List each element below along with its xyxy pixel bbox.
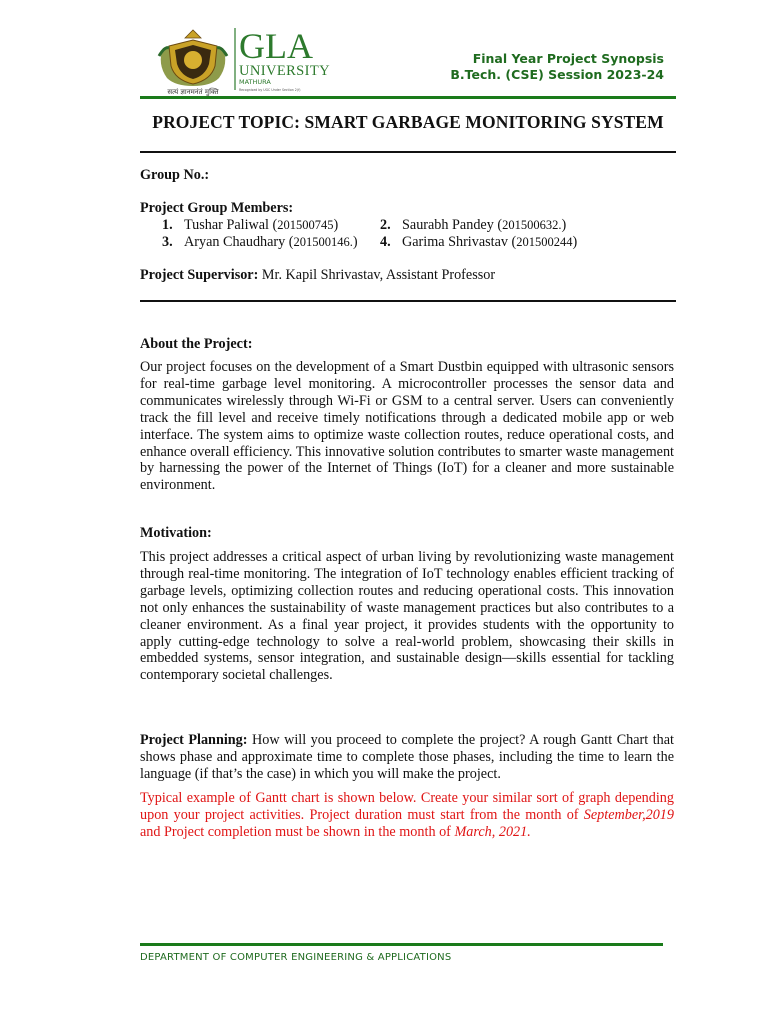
gla-university-logo [155, 26, 330, 98]
about-heading: About the Project: [140, 336, 253, 352]
members-label: Project Group Members: [140, 200, 294, 216]
member-item: 3. Aryan Chaudhary (201500146.) [162, 234, 358, 250]
logo-tagline: Recognised by UGC Under Section 2(f) [239, 88, 301, 92]
topic-divider [140, 151, 676, 153]
gantt-instruction: Typical example of Gantt chart is shown below. Create your similar sort of graph depending upon your project activities. Project duration must start from the month of September,2019 and Project completion must be shown in the month of March, 2021. [140, 790, 674, 840]
crest-icon [159, 30, 227, 86]
supervisor-label: Project Supervisor: [140, 267, 259, 283]
header-divider [140, 96, 676, 99]
document-header [450, 51, 664, 83]
planning-label: Project Planning: [140, 732, 248, 748]
member-item: 2. Saurabh Pandey (201500632.) [380, 217, 567, 233]
motivation-text: This project addresses a critical aspect of urban living by revolutionizing waste management through real-time monitoring. The integration of IoT technology enables efficient tracking of garbage levels, optimizing collection routes and reducing operational costs. This innovation not only enhances the sustainability of waste management practices but also contributes to a cleaner environment. As a final year project, it provides students with the opportunity to apply cutting-edge technology to solve a real-world problem, showcasing their skills in embedded systems, sensor integration, and sustainable design—skills essential for tackling contemporary societal challenges. [140, 549, 674, 684]
planning-paragraph [140, 732, 674, 783]
header-line-2: B.Tech. (CSE) Session 2023-24 [450, 67, 664, 82]
supervisor-value: Mr. Kapil Shrivastav, Assistant Professor [258, 267, 496, 283]
member-item: 4. Garima Shrivastav (201500244) [380, 234, 578, 250]
project-topic: PROJECT TOPIC: SMART GARBAGE MONITORING SYSTEM [152, 112, 664, 132]
footer-divider [140, 943, 663, 946]
member-item: 1. Tushar Paliwal (201500745) [162, 217, 339, 233]
group-no-label: Group No.: [140, 167, 210, 183]
logo-motto: सत्यं ज्ञानमनंतं मुक्ति [167, 88, 219, 96]
department-footer: DEPARTMENT OF COMPUTER ENGINEERING & APPLICATIONS [140, 952, 452, 963]
header-line-1: Final Year Project Synopsis [472, 51, 664, 66]
supervisor-line [140, 267, 495, 284]
about-text: Our project focuses on the development of a Smart Dustbin equipped with ultrasonic sensors for real-time garbage level monitoring. A microcontroller processes the sensor data and communicates wirelessly through Wi-Fi or GSM to a central server. Users can conveniently track the fill level and receive timely notifications through a dedicated mobile app or web interface. The system aims to optimize waste collection routes, reduce operational costs, and enhance overall efficiency. This innovative solution contributes to smarter waste management by harnessing the power of the Internet of Things (IoT) for a cleaner and more sustainable environment. [140, 359, 674, 494]
logo-wordmark: GLA [239, 26, 313, 66]
logo-city: MATHURA [239, 78, 271, 86]
logo-university: UNIVERSITY [239, 63, 330, 79]
planning-text: How will you proceed to complete the project? A rough Gantt Chart that shows phase and approximate time to complete those phases, including the time to learn the language (if that’s the case) in which you will make the project. [140, 732, 674, 782]
supervisor-divider [140, 300, 676, 302]
motivation-heading: Motivation: [140, 525, 212, 541]
